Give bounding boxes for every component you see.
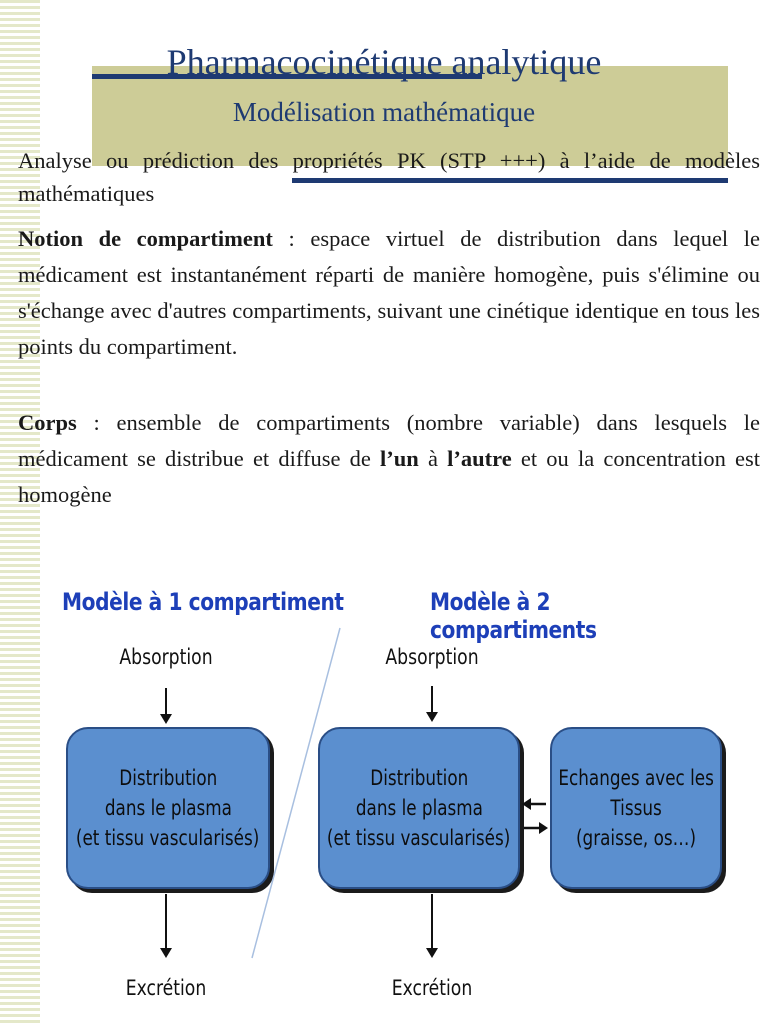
model2-arrow-in [422,686,442,726]
page-title: Pharmacocinétique analytique [166,42,602,82]
body-bold-autre: l’autre [447,446,512,471]
model2-box-line-3: (et tissu vascularisés) [327,826,511,850]
model2-box-line-2: dans le plasma [355,796,483,820]
model1-excretion-label: Excrétion [125,976,207,1000]
body-text-b: à [418,446,448,471]
model2-title: Modèle à 2 compartiments [430,588,597,644]
exchange-arrows-icon [522,796,548,840]
body-definition [18,405,760,513]
model2-absorption-label: Absorption [385,645,479,669]
compartment-definition [18,221,760,365]
model1-arrow-out [156,894,176,964]
model1-plasma-box [66,727,270,889]
model1-box-line-3: (et tissu vascularisés) [76,826,260,850]
body-bold-un: l’un [380,446,419,471]
model2-arrow-out [422,894,442,964]
model2-excretion-label: Excrétion [391,976,473,1000]
body-term: Corps [18,410,77,435]
compartment-term: Notion de compartiment [18,226,273,251]
page-subtitle: Modélisation mathématique [232,97,536,127]
model2-plasma-box [318,727,520,889]
model1-box-line-1: Distribution [118,766,217,790]
compartment-text: : espace virtuel de distribution dans lequel le médicament est instantanément réparti de manière homogène, puis s'élimine ou s'échange avec d'autres compartiments, suivant une cinétique identique en tous les points du compartiment. [18,226,761,359]
model2-tissue-box [550,727,722,889]
model1-arrow-in [156,688,176,728]
model1-absorption-label: Absorption [119,645,213,669]
body-text-c: et ou la concentration est homogène [18,446,760,507]
model2-box-line-1: Distribution [369,766,468,790]
intro-paragraph: Analyse ou prédiction des propriétés PK (STP +++) à l’aide de modèles mathématiques [18,148,760,206]
model1-title: Modèle à 1 compartiment [62,588,344,616]
model1-box-line-2: dans le plasma [104,796,232,820]
tissue-line-2: Tissus [610,796,662,820]
tissue-line-1: Echanges avec les [558,766,714,790]
body-text-a: : ensemble de compartiments (nombre variable) dans lesquels le médicament se distribue et diffuse de [18,410,760,471]
tissue-line-3: (graisse, os…) [576,826,696,850]
